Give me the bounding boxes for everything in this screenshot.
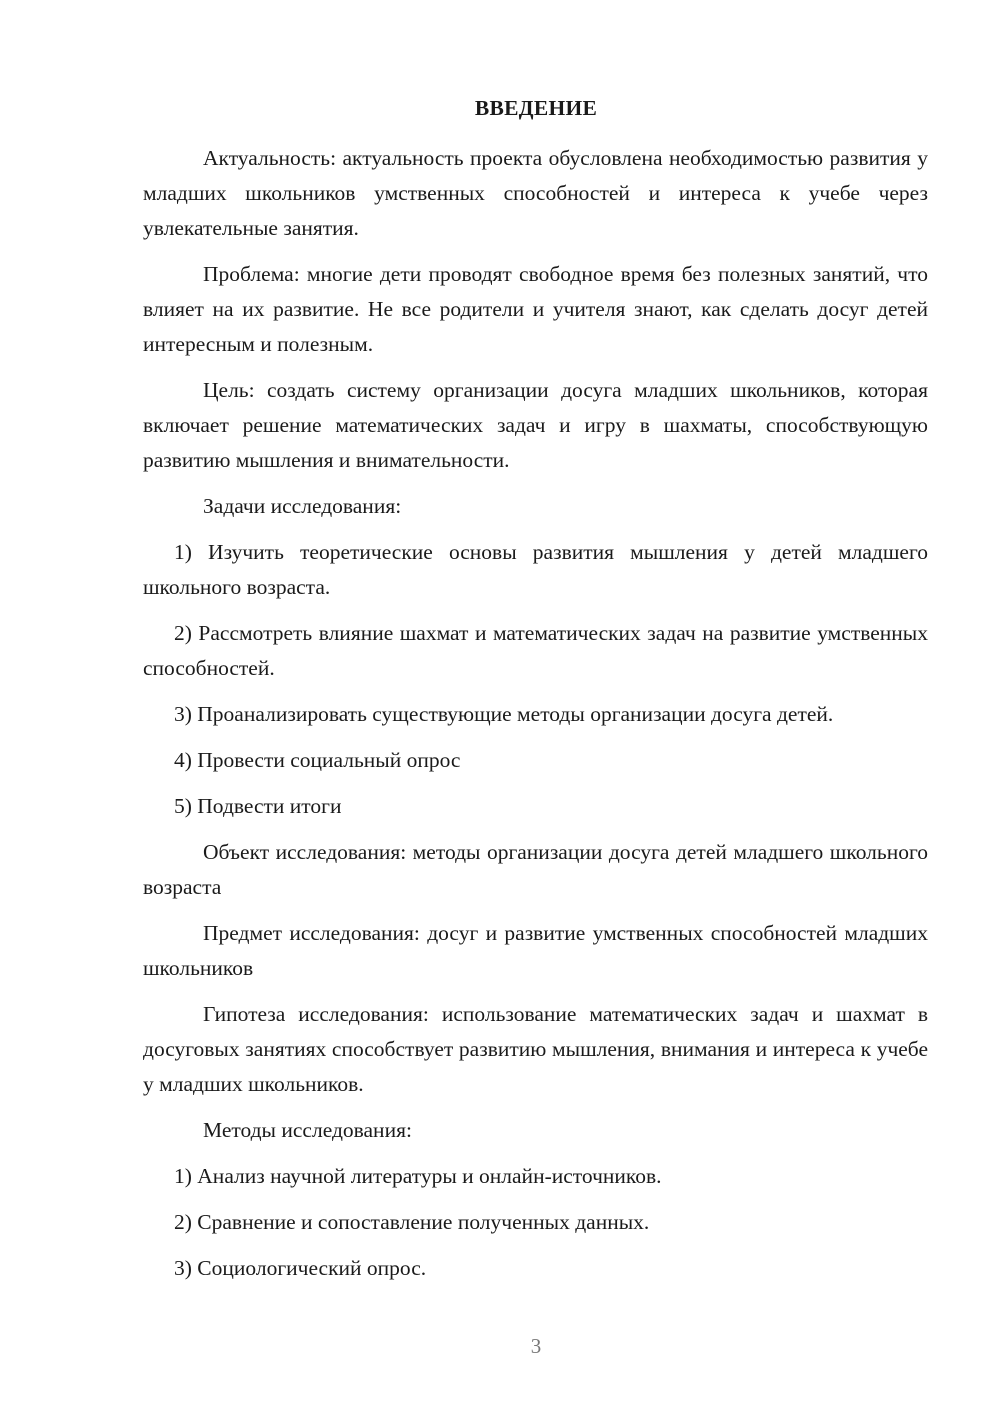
document-body: [143, 141, 928, 1297]
list-item: 4) Провести социальный опрос: [174, 748, 461, 772]
paragraph-object: Объект исследования: методы организации досуга детей младшего школьного возраста: [143, 840, 928, 899]
list-item: 2) Сравнение и сопоставление полученных данных.: [174, 1210, 650, 1234]
list-item: 3) Проанализировать существующие методы организации досуга детей.: [174, 702, 834, 726]
list-item: 1) Анализ научной литературы и онлайн-источников.: [174, 1164, 662, 1188]
list-item: 1) Изучить теоретические основы развития мышления у детей младшего школьного возраста.: [143, 540, 928, 599]
paragraph-tasks-heading: Задачи исследования:: [203, 494, 402, 518]
paragraph-problem: Проблема: многие дети проводят свободное время без полезных занятий, что влияет на их развитие. Не все родители и учителя знают, как сделать досуг детей интересным и полезным.: [143, 262, 928, 356]
page-title: ВВЕДЕНИЕ: [474, 96, 598, 120]
paragraph-relevance: Актуальность: актуальность проекта обусловлена необходимостью развития у младших школьников умственных способностей и интереса к учебе через увлекательные занятия.: [143, 146, 928, 240]
paragraph-methods-heading: Методы исследования:: [203, 1118, 412, 1142]
paragraph-subject: Предмет исследования: досуг и развитие умственных способностей младших школьников: [143, 921, 928, 980]
list-item: 3) Социологический опрос.: [174, 1256, 427, 1280]
list-item: 5) Подвести итоги: [174, 794, 342, 818]
paragraph-goal: Цель: создать систему организации досуга младших школьников, которая включает решение математических задач и игру в шахматы, способствующую развитию мышления и внимательности.: [143, 378, 928, 472]
page-number: 3: [530, 1334, 542, 1358]
paragraph-hypothesis: Гипотеза исследования: использование математических задач и шахмат в досуговых занятиях способствует развитию мышления, внимания и интереса к учебе у младших школьников.: [143, 1002, 928, 1096]
list-item: 2) Рассмотреть влияние шахмат и математических задач на развитие умственных способностей.: [143, 621, 928, 680]
